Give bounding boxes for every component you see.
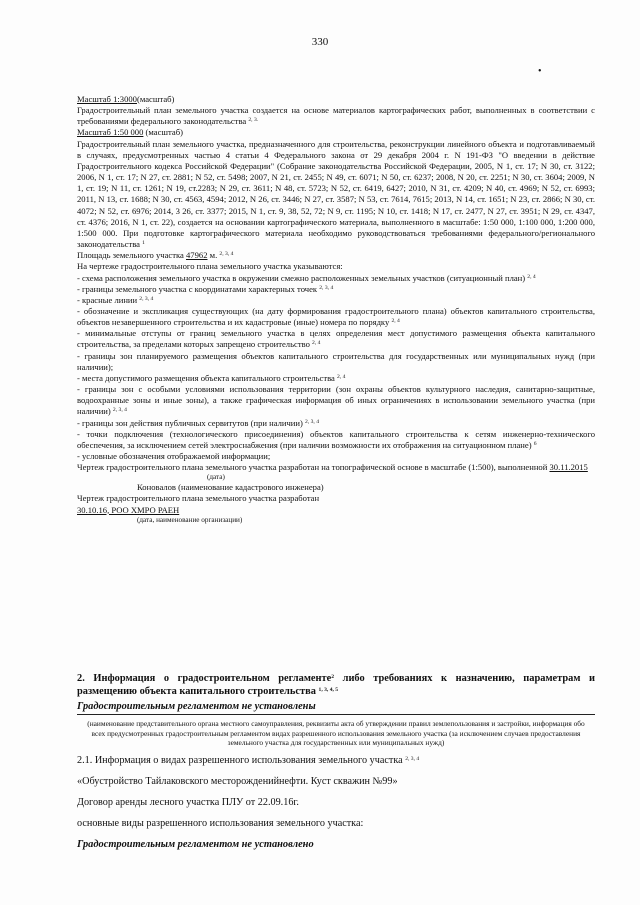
lease-agreement: Договор аренды лесного участка ПЛУ от 22.09.16г. (77, 796, 299, 808)
section-2-heading-part-a: 2. Информация о градостроительном регламенте (77, 673, 332, 684)
subsection-2-1-heading (77, 754, 595, 767)
footnote-ref: 2, 3, 4 (319, 284, 334, 291)
scale-2-caption: (масштаб) (143, 127, 183, 138)
section-2-heading (77, 672, 595, 698)
list-item (77, 384, 595, 417)
scale-1-caption: (масштаб) (136, 94, 175, 104)
developed-by: Чертеж градостроительного плана земельного участка разработан (77, 493, 320, 504)
paragraph-map-basis (77, 105, 595, 127)
scale-2 (77, 127, 595, 138)
scan-speck: • (538, 66, 542, 77)
drawing-intro: На чертеже градостроительного плана земельного участка указываются: (77, 261, 343, 272)
list-item-text: - границы зон с особыми условиями использования территории (зон охраны объектов культурного наследия, санитарно-защитные, водоохранные зоны и иные зоны), а также графическая информация об иных ограничениях в использовании земельного участка (при наличии) (77, 384, 595, 417)
organization-caption: (дата, наименование организации) (137, 515, 243, 524)
regulation-status-caption: (наименование представительного органа местного самоуправления, реквизиты акта об утверждении правил землепользования и застройки, информация обо всех предусмотренных градостроительным регламентом видах разрешенного использования земельного участка (за исключением случаев предоставления земельного участка для государственных или муниципальных нужд) (77, 714, 595, 748)
footnote-ref: 2, 4 (391, 318, 400, 325)
scale-1 (77, 94, 595, 105)
paragraph-linear-object (77, 139, 595, 251)
regulation-status-2: Градостроительным регламентом не установлено (77, 838, 314, 850)
list-item-text: - места допустимого размещения объекта капитального строительства (77, 372, 335, 383)
footnote-ref: 1, 3, 4, 5 (318, 687, 339, 693)
list-item (77, 418, 595, 429)
list-item (77, 295, 595, 306)
area-line (77, 250, 595, 261)
object-name: «Обустройство Тайлаковского месторожденийнефти. Куст скважин №99» (77, 775, 398, 787)
list-item (77, 306, 595, 328)
paragraph-text: Градостроительный план земельного участка, предназначенного для строительства, реконструкции линейного объекта и подготавливаемый в случаях, предусмотренных частью 4 статьи 4 Федерального закона от 29 декабря 2004 г. N 191-ФЗ "О введении в действие Градостроительного кодекса Российской Федерации" (Собрание законодательства Российской Федерации, 2005, N 1, ст. 17; N 30, ст. 3122; 2006, N 1, ст. 17; N 27, ст. 2881; N 52, ст. 5498; 2007, N 21, ст. 2455; N 49, ст. 6071; N 50, ст. 6237; 2008, N 20, ст. 2251; N 30, ст. 3604; 2009, N 1, ст. 19; N 11, ст. 1261; N 19, ст.2283; N 29, ст. 3611; N 48, ст. 5723; N 52, ст. 6419, 6427; 2010, N 31, ст. 4209; N 40, ст. 4969; N 52, ст. 6993; 2011, N 13, ст. 1688; N 30, ст. 4563, 4594; 2012, N 26, ст. 3446; N 27, ст. 3587; N 53, ст. 7614, 7615; 2013, N 14, ст. 1651; N 23, ст. 2866; N 30, ст. 4072; N 52, ст. 6976; 2014, 3 26, ст. 3377; 2015, N 1, ст. 9, 38, 52, 72; N 9, ст. 1195; N 10, ст. 1418; N 17, ст. 2477, N 27, ст. 3951; N 29, ст. 4347, ст. 4376; 2016, N 1, ст. 22), создается на основании картографического материала, выполненного в масштабе: 1:50 000, 1:100 000, 1:200 000, 1:500 000. При подготовке картографического материала необходимо руководствоваться требованиями федерального/регионального законодательства (77, 138, 595, 250)
list-item-text: - точки подключения (технологического присоединения) объектов капитального строительства к сетям инженерно-технического обеспечения, за исключением сетей электроснабжения (при наличии возможности их отображения на ситуационном плане) (77, 428, 595, 450)
drawing-basis (77, 462, 595, 473)
survey-date: 30.11.2015 (549, 462, 588, 473)
document-body (77, 94, 595, 525)
list-item-text: - границы земельного участка с координатами характерных точек (77, 283, 318, 294)
list-item (77, 451, 595, 462)
scale-1-value: Масштаб 1:3000 (77, 94, 137, 104)
area-value: 47962 (186, 250, 208, 261)
list-item (77, 351, 595, 373)
area-unit: м. (207, 250, 218, 261)
footnote-ref: 2, 4 (312, 340, 321, 347)
footnote-ref: 1 (142, 240, 145, 247)
list-item-text: - красные линии (77, 294, 138, 305)
main-uses-label: основные виды разрешенного использования земельного участка: (77, 817, 364, 829)
subsection-heading-text: 2.1. Информация о видах разрешенного использования земельного участка (77, 754, 403, 766)
list-item (77, 273, 595, 284)
section-2 (77, 672, 595, 851)
list-item (77, 328, 595, 350)
area-label: Площадь земельного участка (77, 250, 186, 261)
drawing-basis-text: Чертеж градостроительного плана земельного участка разработан на топографической основе в масштабе (1:500), выполненной (77, 462, 550, 473)
scale-2-value: Масштаб 1:50 000 (77, 127, 144, 138)
list-item-text: - обозначение и экспликация существующих (на дату формирования градостроительного плана) объектов капитального строительства, объектов незавершенного строительства и их кадастровые (иные) номера по порядку (77, 305, 595, 328)
footnote-ref: 2 (331, 674, 335, 680)
list-item (77, 373, 595, 384)
list-item (77, 429, 595, 451)
regulation-status: Градостроительным регламентом не установлены (77, 701, 316, 712)
footnote-ref: 2, 3. (248, 117, 259, 124)
footnote-ref: 2, 3, 4 (112, 407, 127, 414)
footnote-ref: 2, 3, 4 (305, 418, 320, 425)
list-item-text: - границы зон планируемого размещения объектов капитального строительства для государственных или муниципальных нужд (при наличии); (77, 350, 595, 372)
page-number: 330 (311, 36, 329, 48)
footnote-ref: 2, 3, 4 (219, 251, 234, 258)
list-item-text: - границы зон действия публичных сервитутов (при наличии) (77, 417, 303, 428)
list-item (77, 284, 595, 295)
list-item-text: - минимальные отступы от границ земельного участка в целях определения мест допустимого размещения объекта капитального строительства, за пределами которых запрещено строительство (77, 328, 595, 350)
footnote-ref: 2, 3, 4 (405, 755, 420, 762)
organization-line: 30.10.16, РОО ХМРО РАЕН (77, 504, 180, 515)
section-2-heading-part-b: либо требованиях к назначению, параметрам и размещению объекта капитального строительства (77, 673, 595, 697)
footnote-ref: 2, 4 (337, 373, 346, 380)
date-caption: (дата) (207, 473, 225, 482)
footnote-ref: 2, 3, 4 (139, 295, 154, 302)
list-item-text: - условные обозначения отображаемой информации; (77, 451, 271, 461)
footnote-ref: 6 (533, 440, 537, 447)
paragraph-text: Градостроительный план земельного участка создается на основе материалов картографических работ, выполненных в соответствии с требованиями федерального законодательства (77, 105, 595, 127)
footnote-ref: 2, 4 (527, 273, 536, 280)
list-item-text: - схема расположения земельного участка в окружении смежно расположенных земельных участков (ситуационный план) (77, 272, 526, 283)
engineer-line: Коновалов (наименование кадастрового инженера) (137, 482, 324, 493)
